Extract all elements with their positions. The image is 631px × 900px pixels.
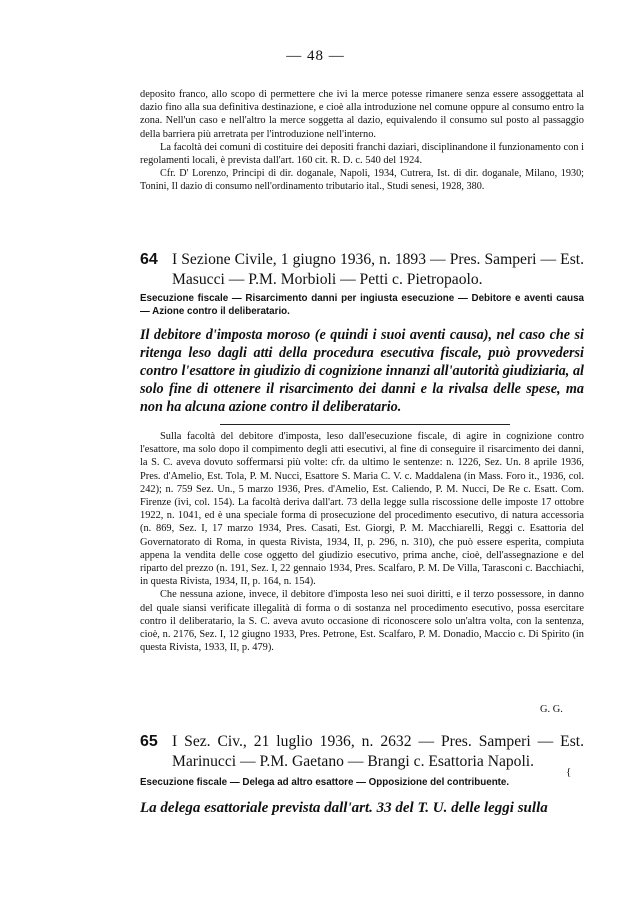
case-65-number: 65: [140, 733, 158, 750]
intro-citation: Cfr. D' Lorenzo, Principi di dir. doganale, Napoli, 1934, Cutrera, Ist. di dir. doganale, Milano, 1930; Tonini, Il dazio di consumo nell'ordinamento tributario ital., Studi senesi, 1928, 380.: [140, 168, 584, 193]
case-64-note-paragraph-2: Che nessuna azione, invece, il debitore d'imposta leso nei suoi diritti, e il terzo possessore, in danno del quale siansi verificate illegalità di forma o di sostanza nel procedimento esecutivo, possa esercitare contro il deliberatario, la S. C. aveva avuto occasione di riconoscere solo un'altra volta, con la sentenza, cioè, n. 2176, Sez. I, 12 giugno 1933, Pres. Petrone, Est. Scalfaro, P. M. Donadio, Maccio c. Di Spirito (in questa Rivista, 1933, II, p. 479).: [140, 589, 584, 654]
intro-section: [140, 88, 584, 194]
case-65-maxim-start: La delega esattoriale prevista dall'art. 33 del T. U. delle leggi sulla: [140, 800, 548, 816]
margin-mark: {: [566, 766, 572, 778]
case-64-keywords: Esecuzione fiscale — Risarcimento danni per ingiusta esecuzione — Debitore e aventi causa — Azione contro il deliberatario.: [140, 293, 584, 317]
case-64-heading-block: [140, 250, 584, 290]
case-65-heading: I Sez. Civ., 21 luglio 1936, n. 2632 — Pres. Samperi — Est. Marinucci — P.M. Gaetano — Brangi c. Esattoria Napoli.: [172, 733, 584, 770]
intro-paragraph-2: La facoltà dei comuni di costituire dei depositi franchi daziari, disciplinandone il funzionamento con i regolamenti locali, è prevista dall'art. 160 cit. R. D. c. 540 del 1924.: [140, 141, 584, 167]
case-64-note-paragraph-1: Sulla facoltà del debitore d'imposta, leso dall'esecuzione fiscale, di agire in cognizione contro l'esattore, ma solo dopo il compimento degli atti esecutivi, al fine di conseguire il risarcimento dei danni, la S. C. aveva dovuto soffermarsi più volte: cfr. da ultimo le sentenze: n. 1226, Sez. Un. 8 aprile 1936, Pres. d'Amelio, Est. Tola, P. M. Nucci, Esattore S. Maria C. V. c. Maddalena (in Mass. Foro it., 1936, col. 242); n. 759 Sez. Un., 5 marzo 1936, Pres. d'Amelio, Est. Caliendo, P. M. Nucci, De Re c. Esatt. Com. Firenze (ivi, col. 154). La facoltà deriva dall'art. 73 della legge sulla riscossione delle imposte 17 ottobre 1922, n. 1041, ed è una speciale forma di prosecuzione del procedimento esecutivo, di natura accessoria (n. 869, Sez. I, 17 marzo 1934, Pres. Casati, Est. Giorgi, P. M. Macchiarelli, Reggi c. Esattoria del Governatorato di Roma, in questa Rivista, 1934, II, p. 296, n. 310), che può essere esperita, compiuta appena la vendita delle cose oggetto del giudizio esecutivo, prima anche, cioè, dell'assegnazione e del riparto del prezzo (n. 191, Sez. I, 22 gennaio 1934, Pres. Scalfaro, P. M. De Villa, Tarasconi c. Bacchiachi, in questa Rivista, 1934, II, p. 164, n. 154).: [140, 431, 584, 588]
case-64-maxim: Il debitore d'imposta moroso (e quindi i suoi aventi causa), nel caso che si ritenga leso dagli atti della procedura esecutiva fiscale, può provvedersi contro l'esattore in giudizio di cognizione innanzi all'autorità giudiziaria, al solo fine di ottenere il risarcimento dei danni e la rivalsa delle spese, ma non ha alcuna azione contro il deliberatario.: [140, 327, 584, 415]
page-number: — 48 —: [286, 48, 345, 64]
case-64-note: [140, 430, 584, 654]
case-65-heading-block: [140, 732, 584, 772]
case-65-keywords: Esecuzione fiscale — Delega ad altro esattore — Opposizione del contribuente.: [140, 777, 510, 788]
case-64-heading: I Sezione Civile, 1 giugno 1936, n. 1893 — Pres. Samperi — Est. Masucci — P.M. Morbioli — Petti c. Pietropaolo.: [172, 251, 584, 288]
case-64-signature: G. G.: [540, 704, 563, 715]
case-64-number: 64: [140, 251, 158, 268]
separator-rule: [220, 424, 510, 425]
intro-paragraph-1: deposito franco, allo scopo di permettere che ivi la merce potesse rimanere senza essere assoggettata al dazio fino alla sua definitiva destinazione, e cioè alla introduzione nel comune oppure al consumo entro la zona. Nell'un caso e nell'altro la merce soggetta al dazio, equivalendo il consumo sul posto al passaggio della barriera più arretrata per l'introduzione nell'interno.: [140, 89, 584, 140]
